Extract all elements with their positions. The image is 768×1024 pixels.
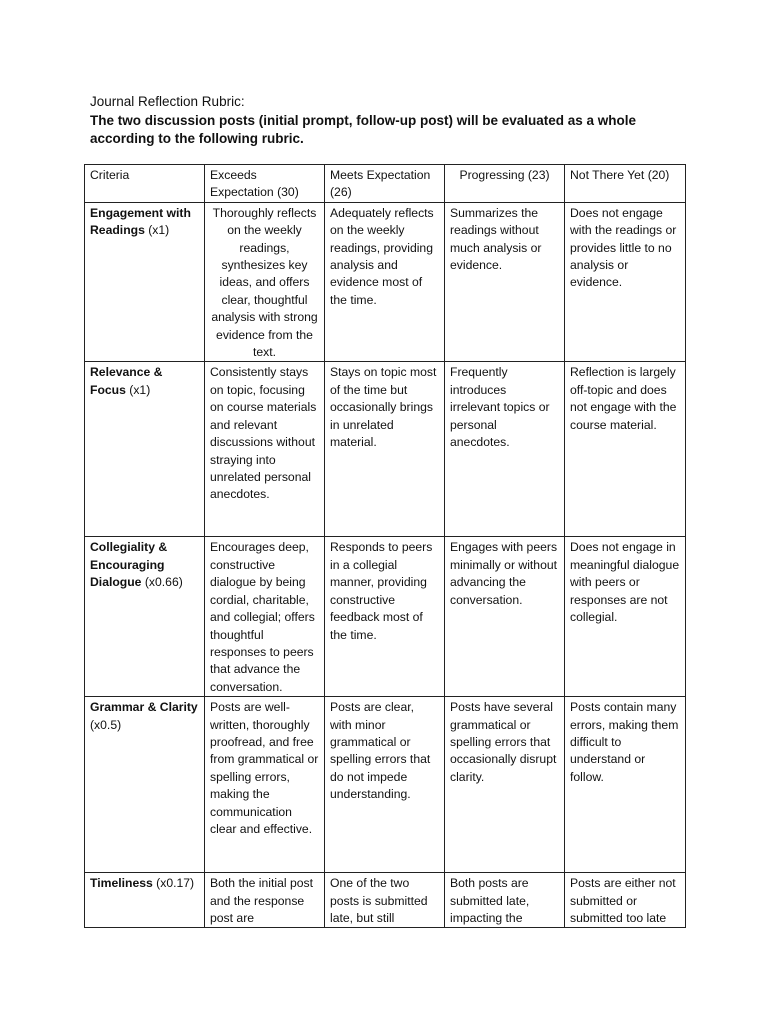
criteria-cell [85,362,205,537]
rubric-table [84,164,686,928]
meets-cell: Adequately reflects on the weekly readings, providing analysis and evidence most of the time. [325,202,445,362]
progressing-cell: Summarizes the readings without much analysis or evidence. [445,202,565,362]
criteria-cell [85,697,205,873]
criteria-weight: (x1) [125,382,151,397]
exceeds-cell: Both the initial post and the response post are [205,873,325,928]
criteria-name: Collegiality & Encouraging Dialogue [90,540,168,590]
document-subtitle: The two discussion posts (initial prompt, follow-up post) will be evaluated as a whole according to the following rubric. [90,113,637,146]
progressing-cell: Posts have several grammatical or spelling errors that occasionally disrupt clarity. [445,697,565,873]
meets-cell: Stays on topic most of the time but occasionally brings in unrelated material. [325,362,445,537]
exceeds-cell: Posts are well-written, thoroughly proofread, and free from grammatical or spelling errors, making the communication clear and effective. [205,697,325,873]
table-row [85,873,686,928]
header-exceeds: Exceeds Expectation (30) [205,165,325,203]
not-there-cell: Posts contain many errors, making them difficult to understand or follow. [565,697,686,873]
not-there-cell: Posts are either not submitted or submitted too late [565,873,686,928]
header-not-there: Not There Yet (20) [565,165,686,203]
header-criteria: Criteria [85,165,205,203]
exceeds-cell: Consistently stays on topic, focusing on course materials and relevant discussions without straying into unrelated personal anecdotes. [205,362,325,537]
meets-cell: One of the two posts is submitted late, but still [325,873,445,928]
progressing-cell: Both posts are submitted late, impacting the [445,873,565,928]
not-there-cell: Does not engage in meaningful dialogue with peers or responses are not collegial. [565,537,686,697]
table-row [85,202,686,362]
criteria-cell [85,873,205,928]
exceeds-cell: Thoroughly reflects on the weekly readings, synthesizes key ideas, and offers clear, thoughtful analysis with strong evidence from the text. [205,202,325,362]
header-progressing: Progressing (23) [445,165,565,203]
criteria-weight: (x0.17) [152,876,195,891]
criteria-weight: (x0.66) [141,575,183,590]
not-there-cell: Does not engage with the readings or provides little to no analysis or evidence. [565,202,686,362]
meets-cell: Posts are clear, with minor grammatical or spelling errors that do not impede understanding. [325,697,445,873]
meets-cell: Responds to peers in a collegial manner, providing constructive feedback most of the time. [325,537,445,697]
criteria-cell [85,202,205,362]
table-row [85,362,686,537]
header-meets: Meets Expectation (26) [325,165,445,203]
document-title: Journal Reflection Rubric: [90,94,245,109]
table-header-row [85,165,686,203]
criteria-name: Timeliness [90,876,153,891]
table-row [85,697,686,873]
progressing-cell: Engages with peers minimally or without advancing the conversation. [445,537,565,697]
criteria-name: Grammar & Clarity [90,700,198,715]
criteria-cell [85,537,205,697]
table-row [85,537,686,697]
criteria-weight: (x1) [144,223,170,238]
not-there-cell: Reflection is largely off-topic and does not engage with the course material. [565,362,686,537]
progressing-cell: Frequently introduces irrelevant topics or personal anecdotes. [445,362,565,537]
criteria-name: Relevance & Focus [90,365,163,397]
exceeds-cell: Encourages deep, constructive dialogue by being cordial, charitable, and collegial; offers thoughtful responses to peers that advance the conversation. [205,537,325,697]
criteria-name: Engagement with Readings [90,205,191,238]
criteria-weight: (x0.5) [90,717,122,732]
